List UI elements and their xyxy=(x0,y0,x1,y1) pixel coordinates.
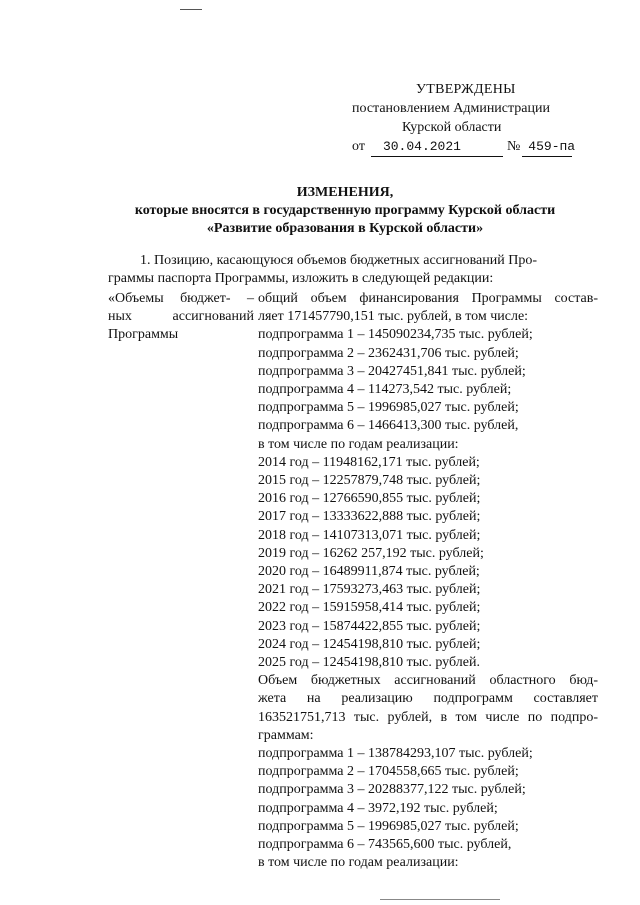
funding-line: 2021 год – 17593273,463 тыс. рублей; xyxy=(258,582,481,598)
number-prefix: № xyxy=(506,139,521,154)
funding-line: подпрограмма 2 – 2362431,706 тыс. рублей; xyxy=(258,345,519,361)
funding-line: подпрограмма 1 – 138784293,107 тыс. рублей; xyxy=(258,746,533,762)
funding-line: 2025 год – 12454198,810 тыс. рублей. xyxy=(258,655,480,671)
funding-line: 2015 год – 12257879,748 тыс. рублей; xyxy=(258,473,481,489)
approval-number: 459-па xyxy=(522,137,572,157)
funding-line: подпрограмма 6 – 743565,600 тыс. рублей, xyxy=(258,837,512,853)
intro-paragraph xyxy=(108,252,596,288)
funding-line: 2024 год – 12454198,810 тыс. рублей; xyxy=(258,636,481,652)
scan-artifact-bottom xyxy=(380,899,500,900)
funding-details xyxy=(258,290,598,873)
funding-line: 2022 год – 15915958,414 тыс. рублей; xyxy=(258,600,481,616)
approval-stamp xyxy=(352,80,592,157)
funding-line: 2016 год – 12766590,855 тыс. рублей; xyxy=(258,491,481,507)
funding-line: 2023 год – 15874422,855 тыс. рублей; xyxy=(258,618,481,634)
approval-date-number-line xyxy=(352,137,592,157)
intro-line-1: 1. Позицию, касающуюся объемов бюджетных ассигнований Про- xyxy=(140,253,537,268)
funding-line: 2018 год – 14107313,071 тыс. рублей; xyxy=(258,527,481,543)
funding-line: подпрограмма 6 – 1466413,300 тыс. рублей, xyxy=(258,418,519,434)
funding-line: подпрограмма 4 – 3972,192 тыс. рублей; xyxy=(258,800,498,816)
scan-artifact-top xyxy=(180,9,202,10)
funding-line: жета на реализацию подпрограмм составляет xyxy=(258,691,598,707)
heading-title: ИЗМЕНЕНИЯ, xyxy=(296,185,394,200)
heading-subtitle: которые вносятся в государственную программу Курской области xyxy=(134,203,556,218)
funding-line: 2020 год – 16489911,874 тыс. рублей; xyxy=(258,564,480,580)
approval-line-resolution: постановлением Администрации xyxy=(352,101,550,116)
label-row-1 xyxy=(108,290,254,308)
funding-line: 163521751,713 тыс. рублей, в том числе по подпро- xyxy=(258,709,598,725)
funding-line: подпрограмма 3 – 20288377,122 тыс. рублей; xyxy=(258,782,526,798)
funding-line: подпрограмма 3 – 20427451,841 тыс. рублей; xyxy=(258,363,526,379)
label-word: ассигнований xyxy=(172,309,254,324)
funding-line: граммам: xyxy=(258,727,314,743)
funding-line: в том числе по годам реализации: xyxy=(258,855,459,871)
funding-line: подпрограмма 2 – 1704558,665 тыс. рублей; xyxy=(258,764,519,780)
funding-line: подпрограмма 1 – 145090234,735 тыс. рублей; xyxy=(258,327,533,343)
funding-line: Объем бюджетных ассигнований областного бюд- xyxy=(258,673,598,689)
label-row-3: Программы xyxy=(108,327,179,342)
funding-line: подпрограмма 5 – 1996985,027 тыс. рублей; xyxy=(258,400,519,416)
funding-line: подпрограмма 4 – 114273,542 тыс. рублей; xyxy=(258,382,512,398)
document-heading xyxy=(80,184,610,238)
label-word: бюджет- xyxy=(180,291,231,306)
intro-line-2: граммы паспорта Программы, изложить в следующей редакции: xyxy=(108,271,494,286)
label-word: «Объемы xyxy=(108,291,164,306)
funding-line: 2014 год – 11948162,171 тыс. рублей; xyxy=(258,454,480,470)
label-dash: – xyxy=(247,291,254,306)
funding-line: общий объем финансирования Программы состав- xyxy=(258,291,598,306)
funding-line: подпрограмма 5 – 1996985,027 тыс. рублей; xyxy=(258,818,519,834)
label-word: ных xyxy=(108,309,132,324)
funding-line: 2017 год – 13333622,888 тыс. рублей; xyxy=(258,509,481,525)
funding-line: 2019 год – 16262 257,192 тыс. рублей; xyxy=(258,545,484,561)
approval-date: 30.04.2021 xyxy=(371,137,503,157)
heading-program-name: «Развитие образования в Курской области» xyxy=(206,221,484,236)
date-prefix: от xyxy=(352,139,365,154)
funding-line: ляет 171457790,151 тыс. рублей, в том числе: xyxy=(258,309,529,325)
approval-title: УТВЕРЖДЕНЫ xyxy=(416,82,516,97)
label-row-2 xyxy=(108,308,254,326)
passport-position-label xyxy=(108,290,254,344)
funding-line: в том числе по годам реализации: xyxy=(258,436,459,452)
approval-line-region: Курской области xyxy=(402,120,502,135)
